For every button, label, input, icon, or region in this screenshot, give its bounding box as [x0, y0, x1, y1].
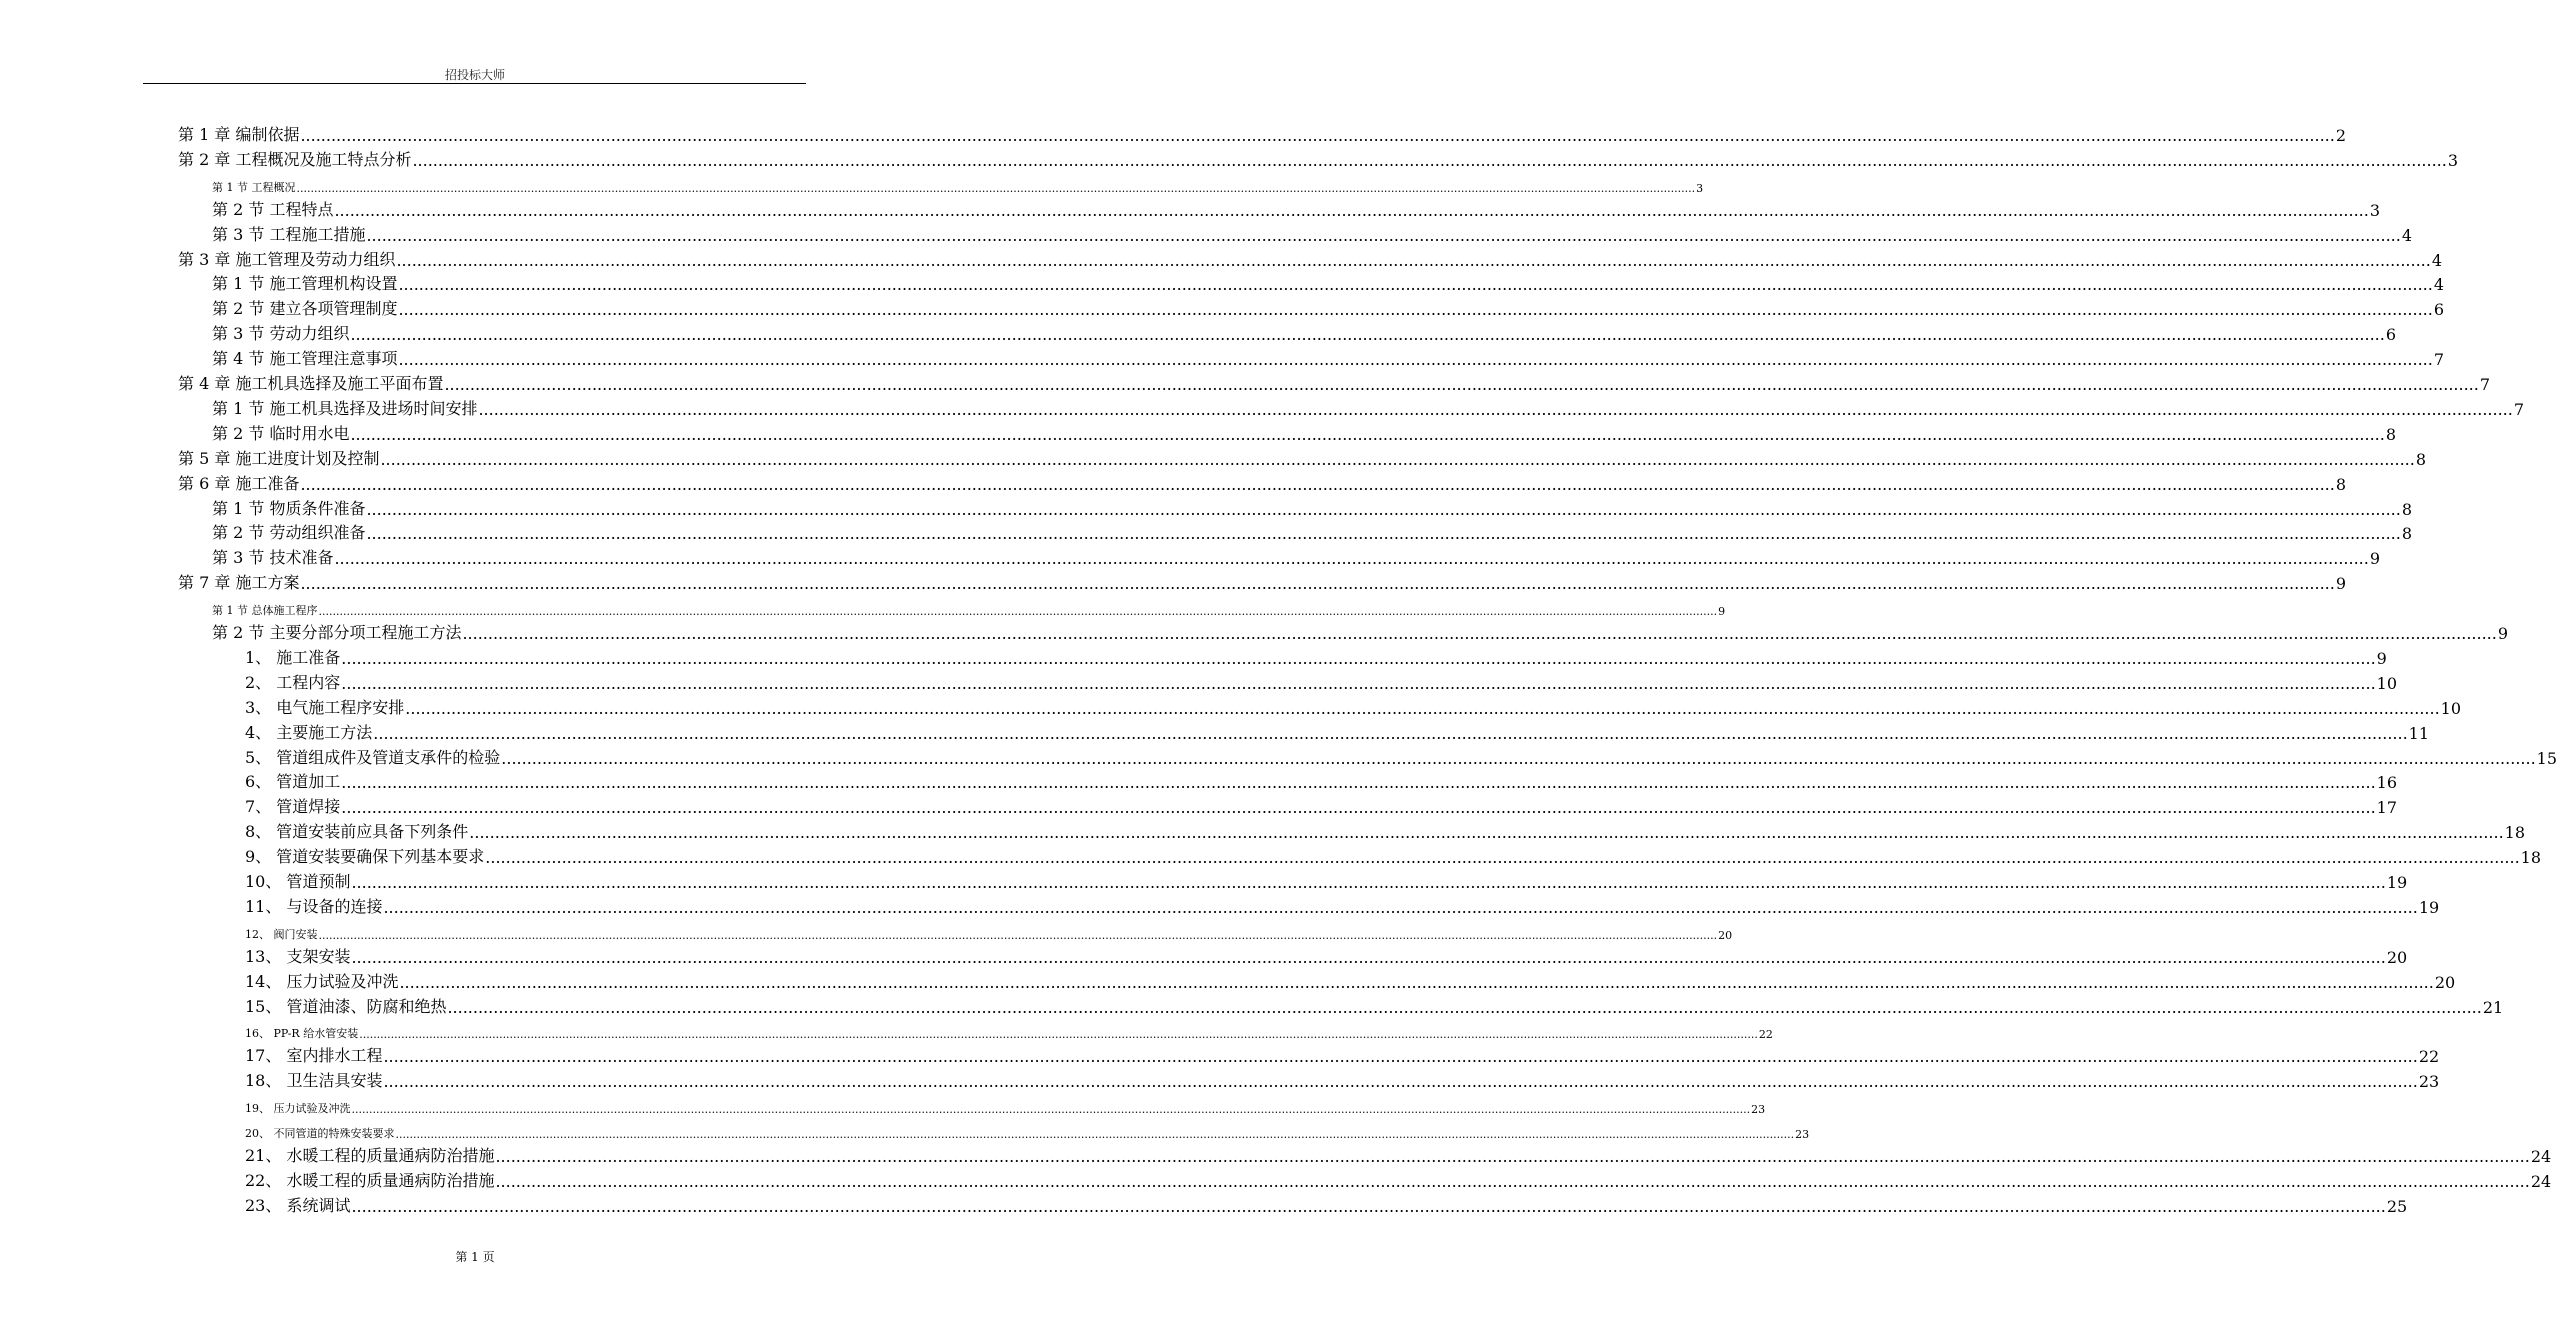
toc-entry-page-number: 4 — [2431, 250, 2443, 270]
toc-entry-label: 22、 水暖工程的质量通病防治措施 — [245, 1170, 495, 1190]
toc-entry[interactable] — [245, 1119, 1810, 1141]
toc-dot-leader: ................................................................................................................................................................................................................................................................................................................................................................................................................ — [341, 673, 2376, 693]
toc-entry-label: 第 2 节 工程特点 — [212, 199, 334, 219]
toc-entry-label: 20、 不同管道的特殊安装要求 — [245, 1127, 395, 1140]
toc-entry-page-number: 4 — [2401, 225, 2413, 245]
toc-entry-label: 7、 管道焊接 — [245, 797, 341, 817]
toc-entry-label: 1、 施工准备 — [245, 647, 341, 667]
toc-entry[interactable] — [212, 322, 2397, 345]
toc-entry-page-number: 16 — [2376, 773, 2398, 793]
toc-dot-leader: ................................................................................................................................................................................................................................................................................................................................................................................................................ — [366, 225, 2401, 245]
toc-entry-page-number: 10 — [2376, 673, 2398, 693]
toc-entry-page-number: 9 — [2369, 549, 2381, 569]
toc-dot-leader: ................................................................................................................................................................................................................................................................................................................................................................................................................ — [341, 648, 2376, 668]
toc-entry-page-number: 8 — [2335, 474, 2347, 494]
toc-entry-page-number: 19 — [2386, 873, 2408, 892]
toc-dot-leader: ................................................................................................................................................................................................................................................................................................................................................................................................................ — [366, 499, 2401, 519]
toc-entry[interactable] — [245, 920, 1733, 942]
toc-entry[interactable] — [245, 746, 2557, 768]
toc-entry[interactable] — [245, 1144, 2552, 1166]
toc-dot-leader: ................................................................................................................................................................................................................................................................................................................................................................................................................ — [395, 1128, 1795, 1141]
toc-entry[interactable] — [245, 895, 2440, 917]
toc-dot-leader: ................................................................................................................................................................................................................................................................................................................................................................................................................ — [398, 300, 2433, 320]
toc-entry-page-number: 23 — [1795, 1128, 1810, 1141]
toc-dot-leader: ................................................................................................................................................................................................................................................................................................................................................................................................................ — [380, 449, 2415, 469]
toc-dot-leader: ................................................................................................................................................................................................................................................................................................................................................................................................................ — [351, 1103, 1751, 1117]
toc-entry-label: 第 2 节 临时用水电 — [212, 423, 350, 443]
toc-dot-leader: ................................................................................................................................................................................................................................................................................................................................................................................................................ — [398, 350, 2433, 370]
toc-entry-label: 17、 室内排水工程 — [245, 1046, 383, 1066]
toc-entry-label: 3、 电气施工程序安排 — [245, 697, 405, 717]
toc-entry[interactable] — [212, 198, 2381, 220]
toc-entry-label: 第 3 章 施工管理及劳动力组织 — [178, 249, 396, 269]
toc-entry-page-number: 9 — [2335, 574, 2347, 594]
toc-entry-label: 9、 管道安装要确保下列基本要求 — [245, 847, 485, 867]
toc-entry-page-number: 8 — [2385, 424, 2397, 444]
toc-dot-leader: ................................................................................................................................................................................................................................................................................................................................................................................................................ — [447, 997, 2482, 1017]
toc-entry-label: 13、 支架安装 — [245, 946, 351, 966]
toc-entry-label: 第 1 节 物质条件准备 — [212, 498, 366, 518]
toc-entry[interactable] — [245, 1094, 1766, 1117]
toc-entry-label: 第 2 节 劳动组织准备 — [212, 523, 366, 543]
toc-entry[interactable] — [245, 870, 2408, 892]
toc-entry-page-number: 15 — [2536, 748, 2557, 768]
toc-entry[interactable] — [212, 397, 2525, 419]
toc-dot-leader: ................................................................................................................................................................................................................................................................................................................................................................................................................ — [412, 150, 2447, 170]
toc-entry[interactable] — [245, 945, 2408, 967]
toc-dot-leader: ................................................................................................................................................................................................................................................................................................................................................................................................................ — [405, 698, 2440, 718]
toc-dot-leader: ................................................................................................................................................................................................................................................................................................................................................................................................................ — [469, 823, 2504, 843]
toc-entry-page-number: 20 — [2386, 947, 2408, 967]
toc-entry[interactable] — [178, 472, 2347, 494]
toc-entry-label: 第 1 节 施工机具选择及进场时间安排 — [212, 398, 478, 418]
toc-dot-leader: ................................................................................................................................................................................................................................................................................................................................................................................................................ — [396, 250, 2431, 270]
toc-entry[interactable] — [178, 447, 2427, 469]
page-footer: 第 1 页 — [455, 1250, 495, 1264]
toc-dot-leader: ................................................................................................................................................................................................................................................................................................................................................................................................................ — [300, 474, 2335, 494]
toc-entry-label: 8、 管道安装前应具备下列条件 — [245, 822, 469, 842]
toc-entry[interactable] — [245, 770, 2398, 793]
toc-dot-leader: ................................................................................................................................................................................................................................................................................................................................................................................................................ — [373, 723, 2408, 743]
toc-entry-label: 19、 压力试验及冲洗 — [245, 1102, 351, 1116]
toc-dot-leader: ................................................................................................................................................................................................................................................................................................................................................................................................................ — [341, 773, 2376, 793]
toc-entry-label: 第 3 节 劳动力组织 — [212, 324, 350, 344]
toc-entry[interactable] — [212, 223, 2413, 245]
toc-dot-leader: ................................................................................................................................................................................................................................................................................................................................................................................................................ — [350, 424, 2385, 444]
toc-entry-page-number: 2 — [2335, 126, 2347, 145]
toc-entry-label: 第 2 节 主要分部分项工程施工方法 — [212, 623, 462, 642]
toc-entry[interactable] — [212, 521, 2413, 544]
toc-dot-leader: ................................................................................................................................................................................................................................................................................................................................................................................................................ — [300, 126, 2335, 145]
toc-entry[interactable] — [212, 272, 2445, 295]
toc-entry-page-number: 3 — [2369, 200, 2381, 220]
toc-entry[interactable] — [245, 671, 2398, 693]
toc-dot-leader: ................................................................................................................................................................................................................................................................................................................................................................................................................ — [485, 848, 2520, 868]
toc-entry[interactable] — [245, 721, 2430, 743]
toc-entry-label: 16、 PP-R 给水管安装 — [245, 1027, 359, 1041]
toc-entry-label: 第 1 节 施工管理机构设置 — [212, 274, 398, 294]
toc-entry[interactable] — [178, 148, 2459, 170]
toc-entry-page-number: 20 — [1718, 928, 1733, 942]
toc-entry-page-number: 17 — [2376, 798, 2398, 818]
toc-entry-label: 第 6 章 施工准备 — [178, 473, 300, 493]
toc-entry-page-number: 24 — [2530, 1146, 2552, 1166]
toc-entry[interactable] — [245, 696, 2462, 718]
toc-entry-page-number: 6 — [2385, 325, 2397, 345]
toc-entry-label: 15、 管道油漆、防腐和绝热 — [245, 996, 447, 1016]
toc-entry[interactable] — [212, 546, 2381, 569]
toc-dot-leader: ................................................................................................................................................................................................................................................................................................................................................................................................................ — [399, 972, 2434, 992]
toc-entry-page-number: 8 — [2401, 524, 2413, 544]
toc-entry[interactable] — [245, 1169, 2552, 1191]
toc-entry-label: 第 2 章 工程概况及施工特点分析 — [178, 149, 412, 169]
toc-entry-page-number: 23 — [2418, 1072, 2440, 1092]
toc-entry-page-number: 7 — [2479, 375, 2491, 394]
toc-entry-label: 12、 阀门安装 — [245, 927, 318, 941]
toc-entry-page-number: 10 — [2440, 698, 2462, 718]
toc-entry[interactable] — [245, 795, 2398, 818]
toc-entry-label: 6、 管道加工 — [245, 772, 341, 792]
toc-dot-leader: ................................................................................................................................................................................................................................................................................................................................................................................................................ — [334, 200, 2369, 220]
toc-entry-page-number: 9 — [2376, 648, 2387, 668]
toc-entry-page-number: 11 — [2408, 723, 2430, 743]
toc-entry-page-number: 9 — [2497, 624, 2509, 643]
toc-entry-label: 18、 卫生洁具安装 — [245, 1071, 383, 1091]
toc-entry-page-number: 21 — [2482, 997, 2504, 1017]
toc-entry[interactable] — [245, 970, 2456, 992]
toc-entry[interactable] — [178, 123, 2347, 145]
toc-entry-page-number: 18 — [2520, 848, 2542, 868]
page-header: 招投标大师 — [444, 68, 505, 82]
toc-entry-label: 第 1 节 总体施工程序 — [212, 604, 318, 618]
toc-entry-label: 第 3 节 工程施工措施 — [212, 224, 366, 244]
toc-dot-leader: ................................................................................................................................................................................................................................................................................................................................................................................................................ — [495, 1146, 2530, 1166]
toc-entry-label: 第 7 章 施工方案 — [178, 573, 300, 593]
toc-entry-page-number: 22 — [2418, 1047, 2440, 1067]
toc-entry[interactable] — [212, 621, 2509, 643]
toc-entry-label: 第 5 章 施工进度计划及控制 — [178, 448, 380, 468]
toc-entry-label: 第 2 节 建立各项管理制度 — [212, 299, 398, 319]
toc-dot-leader: ................................................................................................................................................................................................................................................................................................................................................................................................................ — [341, 798, 2376, 818]
toc-dot-leader: ................................................................................................................................................................................................................................................................................................................................................................................................................ — [318, 605, 1718, 619]
toc-entry[interactable] — [245, 1194, 2408, 1216]
toc-entry[interactable] — [245, 820, 2526, 843]
toc-entry[interactable] — [212, 422, 2397, 444]
toc-entry-label: 11、 与设备的连接 — [245, 896, 383, 916]
toc-dot-leader: ................................................................................................................................................................................................................................................................................................................................................................................................................ — [300, 574, 2335, 594]
toc-entry-page-number: 8 — [2415, 449, 2427, 469]
toc-entry[interactable] — [212, 596, 1726, 619]
toc-entry-page-number: 3 — [1696, 181, 1704, 195]
toc-entry-label: 14、 压力试验及冲洗 — [245, 971, 399, 991]
toc-dot-leader: ................................................................................................................................................................................................................................................................................................................................................................................................................ — [478, 399, 2513, 419]
toc-dot-leader: ................................................................................................................................................................................................................................................................................................................................................................................................................ — [350, 325, 2385, 345]
toc-dot-leader: ................................................................................................................................................................................................................................................................................................................................................................................................................ — [296, 181, 1696, 195]
toc-entry[interactable] — [212, 497, 2413, 519]
toc-dot-leader: ................................................................................................................................................................................................................................................................................................................................................................................................................ — [462, 624, 2497, 643]
toc-entry[interactable] — [178, 571, 2347, 594]
toc-entry-page-number: 18 — [2504, 823, 2526, 843]
toc-entry-label: 第 1 章 编制依据 — [178, 125, 300, 144]
toc-dot-leader: ................................................................................................................................................................................................................................................................................................................................................................................................................ — [501, 748, 2536, 768]
toc-entry[interactable] — [245, 646, 2387, 668]
toc-dot-leader: ................................................................................................................................................................................................................................................................................................................................................................................................................ — [495, 1171, 2530, 1191]
toc-entry[interactable] — [245, 1069, 2440, 1092]
toc-entry-page-number: 24 — [2530, 1171, 2552, 1191]
toc-dot-leader: ................................................................................................................................................................................................................................................................................................................................................................................................................ — [334, 549, 2369, 569]
toc-entry-page-number: 23 — [1751, 1103, 1766, 1117]
toc-dot-leader: ................................................................................................................................................................................................................................................................................................................................................................................................................ — [383, 1072, 2418, 1092]
toc-entry-page-number: 3 — [2447, 150, 2459, 170]
toc-entry-label: 第 4 节 施工管理注意事项 — [212, 349, 398, 369]
toc-entry-page-number: 22 — [1758, 1028, 1773, 1042]
toc-dot-leader: ................................................................................................................................................................................................................................................................................................................................................................................................................ — [366, 524, 2401, 544]
toc-entry-label: 第 1 节 工程概况 — [212, 180, 296, 194]
toc-entry[interactable] — [178, 372, 2491, 394]
toc-entry-page-number: 7 — [2513, 399, 2525, 419]
toc-entry-label: 4、 主要施工方法 — [245, 722, 373, 742]
toc-entry-page-number: 25 — [2386, 1196, 2408, 1216]
toc-entry[interactable] — [245, 1044, 2440, 1067]
toc-entry[interactable] — [212, 297, 2445, 320]
toc-entry-label: 10、 管道预制 — [245, 872, 351, 891]
toc-entry-page-number: 20 — [2434, 972, 2456, 992]
toc-entry[interactable] — [245, 1019, 1773, 1042]
toc-entry-page-number: 4 — [2433, 275, 2445, 295]
toc-dot-leader: ................................................................................................................................................................................................................................................................................................................................................................................................................ — [383, 1047, 2418, 1067]
toc-entry-page-number: 9 — [1718, 605, 1726, 619]
toc-entry-label: 21、 水暖工程的质量通病防治措施 — [245, 1145, 495, 1165]
toc-dot-leader: ................................................................................................................................................................................................................................................................................................................................................................................................................ — [318, 928, 1718, 942]
toc-dot-leader: ................................................................................................................................................................................................................................................................................................................................................................................................................ — [351, 1196, 2386, 1216]
toc-entry-label: 第 4 章 施工机具选择及施工平面布置 — [178, 374, 444, 393]
toc-dot-leader: ................................................................................................................................................................................................................................................................................................................................................................................................................ — [351, 873, 2386, 892]
toc-entry[interactable] — [178, 248, 2443, 270]
toc-dot-leader: ................................................................................................................................................................................................................................................................................................................................................................................................................ — [359, 1028, 1758, 1042]
toc-entry-page-number: 7 — [2433, 350, 2445, 370]
toc-entry-label: 23、 系统调试 — [245, 1195, 351, 1215]
toc-entry[interactable] — [245, 995, 2504, 1017]
toc-dot-leader: ................................................................................................................................................................................................................................................................................................................................................................................................................ — [398, 275, 2433, 295]
toc-entry[interactable] — [212, 347, 2445, 370]
toc-dot-leader: ................................................................................................................................................................................................................................................................................................................................................................................................................ — [351, 947, 2386, 967]
toc-entry[interactable] — [212, 173, 1704, 195]
toc-entry[interactable] — [245, 845, 2542, 868]
header-divider — [143, 83, 806, 84]
toc-entry-label: 5、 管道组成件及管道支承件的检验 — [245, 747, 501, 767]
toc-entry-page-number: 6 — [2433, 300, 2445, 320]
toc-entry-page-number: 19 — [2418, 897, 2440, 917]
toc-dot-leader: ................................................................................................................................................................................................................................................................................................................................................................................................................ — [444, 375, 2479, 394]
toc-dot-leader: ................................................................................................................................................................................................................................................................................................................................................................................................................ — [383, 897, 2418, 917]
toc-entry-page-number: 8 — [2401, 499, 2413, 519]
toc-entry-label: 2、 工程内容 — [245, 672, 341, 692]
toc-entry-label: 第 3 节 技术准备 — [212, 548, 334, 568]
